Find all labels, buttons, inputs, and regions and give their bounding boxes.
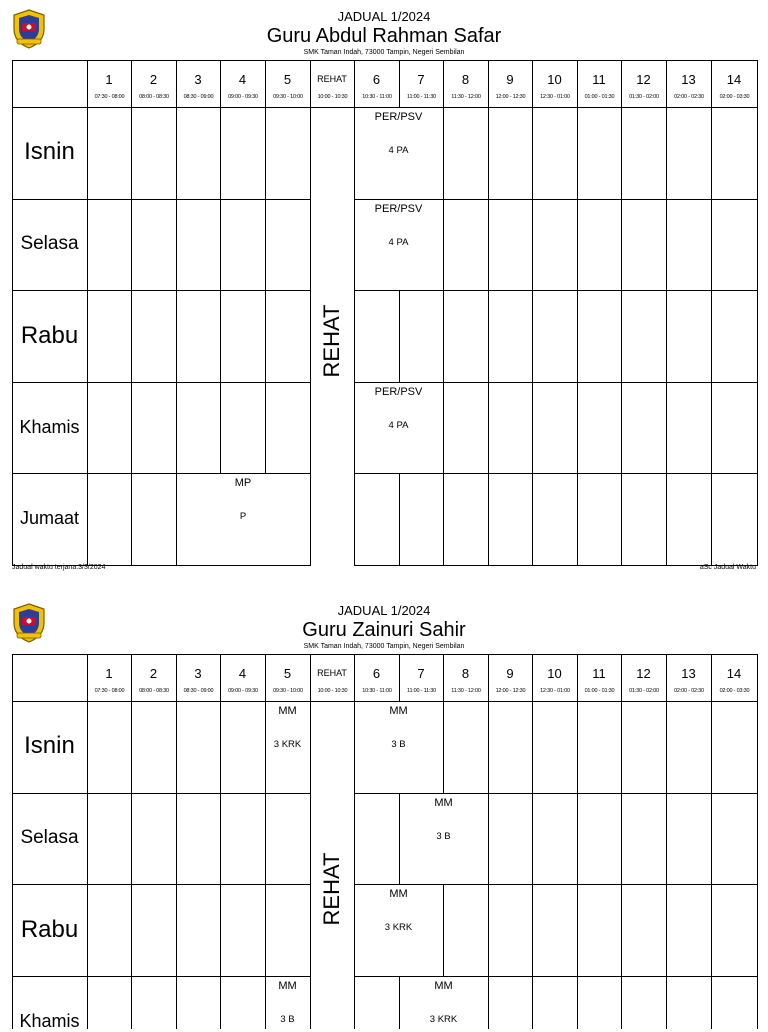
period-time: 01:30 - 02:00 <box>629 94 659 100</box>
lesson-class: P <box>239 511 247 523</box>
grid-line <box>666 976 667 1029</box>
grid-line <box>265 884 266 976</box>
period-number-11: 11 <box>592 666 606 681</box>
grid-line <box>757 107 758 565</box>
grid-line <box>488 884 489 976</box>
day-label-selasa: Selasa <box>20 827 79 848</box>
grid-line <box>666 290 667 382</box>
rehat-header-label: REHAT <box>317 668 347 678</box>
period-time: 11:30 - 12:00 <box>451 94 481 100</box>
period-number-5: 5 <box>283 666 292 681</box>
period-number-13: 13 <box>681 666 696 681</box>
lesson-class: 4 PA <box>388 236 409 248</box>
grid-line <box>176 976 177 1029</box>
grid-line <box>220 884 221 976</box>
period-time: 10:30 - 11:00 <box>362 94 392 100</box>
period-number-4: 4 <box>238 72 247 87</box>
grid-line <box>577 701 578 793</box>
grid-line <box>176 654 177 701</box>
day-label-khamis: Khamis <box>19 416 80 437</box>
lesson-subject: MM <box>389 705 408 717</box>
lesson-class: 3 KRK <box>384 922 413 934</box>
grid-line <box>666 199 667 291</box>
grid-line <box>577 107 578 199</box>
grid-line <box>220 290 221 382</box>
period-number-6: 6 <box>372 666 381 681</box>
grid-line <box>577 199 578 291</box>
grid-line <box>666 60 667 107</box>
grid-line <box>354 60 355 107</box>
period-time: 12:00 - 12:30 <box>495 688 526 694</box>
grid-line <box>488 382 489 474</box>
timetable-title: JADUAL 1/2024 <box>337 603 431 618</box>
grid-line <box>577 382 578 474</box>
period-time: 09:30 - 10:00 <box>273 94 303 100</box>
grid-line <box>532 654 533 701</box>
lesson-block <box>265 701 310 793</box>
grid-line <box>443 199 444 291</box>
timetable-grid <box>12 60 757 565</box>
period-time: 01:00 - 01:30 <box>584 94 615 100</box>
period-number-14: 14 <box>726 666 742 681</box>
grid-line <box>131 701 132 793</box>
grid-line <box>711 382 712 474</box>
grid-line <box>711 701 712 793</box>
day-label-rabu: Rabu <box>20 321 79 349</box>
grid-line <box>666 701 667 793</box>
grid-line <box>265 107 266 199</box>
grid-line <box>532 199 533 291</box>
grid-line <box>532 976 533 1029</box>
period-number-7: 7 <box>417 666 425 681</box>
grid-line <box>532 290 533 382</box>
grid-line <box>621 382 622 474</box>
grid-line <box>711 473 712 565</box>
period-number-12: 12 <box>636 72 651 87</box>
lesson-block <box>354 199 443 291</box>
period-time: 02:00 - 02:30 <box>674 688 704 694</box>
rehat-vertical-label: REHAT <box>319 852 344 926</box>
grid-line <box>711 60 712 107</box>
period-time: 07:30 - 08:00 <box>94 688 125 694</box>
grid-line <box>131 382 132 474</box>
lesson-block <box>176 473 310 565</box>
grid-line <box>711 107 712 199</box>
grid-line <box>176 199 177 291</box>
grid-line <box>176 107 177 199</box>
grid-line <box>621 107 622 199</box>
period-number-13: 13 <box>681 72 696 87</box>
teacher-name: Guru Zainuri Sahir <box>302 619 466 641</box>
grid-line <box>12 290 311 291</box>
grid-line <box>666 654 667 701</box>
grid-line <box>577 473 578 565</box>
lesson-subject: PER/PSV <box>374 202 423 215</box>
period-number-8: 8 <box>461 72 470 87</box>
period-number-1: 1 <box>105 72 113 87</box>
period-time: 11:30 - 12:00 <box>451 688 481 694</box>
day-label-isnin: Isnin <box>24 732 75 760</box>
period-number-3: 3 <box>194 666 202 681</box>
period-number-2: 2 <box>149 72 158 87</box>
lesson-block <box>354 382 443 474</box>
period-number-10: 10 <box>547 72 562 87</box>
grid-line <box>443 701 444 793</box>
grid-line <box>621 793 622 885</box>
period-number-11: 11 <box>592 72 606 87</box>
lesson-subject: MM <box>389 888 408 901</box>
grid-line <box>354 473 758 474</box>
lesson-block <box>354 107 443 199</box>
grid-line <box>621 290 622 382</box>
grid-line <box>532 793 533 885</box>
lesson-subject: MP <box>234 477 252 490</box>
grid-line <box>488 60 489 107</box>
period-time: 12:30 - 01:00 <box>540 94 570 100</box>
grid-line <box>621 701 622 793</box>
grid-line <box>711 884 712 976</box>
grid-line <box>621 976 622 1029</box>
grid-line <box>12 654 758 655</box>
grid-line <box>532 60 533 107</box>
period-time: 01:00 - 01:30 <box>584 688 615 694</box>
grid-line <box>176 290 177 382</box>
grid-line <box>354 290 758 291</box>
lesson-subject: MM <box>278 705 297 717</box>
grid-line <box>666 107 667 199</box>
grid-line <box>711 290 712 382</box>
grid-line <box>757 60 758 107</box>
period-time: 10:00 - 10:30 <box>317 94 348 100</box>
grid-line <box>532 107 533 199</box>
grid-line <box>12 382 311 383</box>
grid-line <box>532 701 533 793</box>
period-number-6: 6 <box>372 72 381 87</box>
grid-line <box>711 976 712 1029</box>
grid-line <box>621 654 622 701</box>
period-number-9: 9 <box>506 72 514 87</box>
period-time: 01:30 - 02:00 <box>629 688 659 694</box>
day-label-jumaat: Jumaat <box>19 508 80 529</box>
period-time: 10:30 - 11:00 <box>362 688 392 694</box>
grid-line <box>265 382 266 474</box>
period-time: 02:00 - 03:30 <box>719 94 750 100</box>
grid-line <box>488 654 489 701</box>
grid-line <box>711 793 712 885</box>
period-time: 12:00 - 12:30 <box>495 94 526 100</box>
grid-line <box>131 976 132 1029</box>
lesson-subject: MM <box>278 979 297 992</box>
grid-line <box>310 60 311 107</box>
grid-line <box>87 654 88 701</box>
lesson-class: 4 PA <box>388 419 409 431</box>
grid-line <box>220 654 221 701</box>
day-label-khamis: Khamis <box>19 1010 80 1031</box>
grid-line <box>310 107 311 565</box>
grid-line <box>577 654 578 701</box>
grid-line <box>399 60 400 107</box>
grid-line <box>577 290 578 382</box>
grid-line <box>666 382 667 474</box>
grid-line <box>176 382 177 474</box>
lesson-class: 3 B <box>391 739 406 750</box>
period-time: 11:00 - 11:30 <box>407 688 436 694</box>
grid-line <box>12 793 311 794</box>
lesson-block <box>354 884 443 976</box>
period-time: 02:00 - 02:30 <box>674 94 704 100</box>
lesson-block <box>399 793 488 885</box>
grid-line <box>666 793 667 885</box>
timetable-grid <box>12 654 757 1029</box>
grid-line <box>443 884 444 976</box>
grid-line <box>399 654 400 701</box>
grid-line <box>176 701 177 793</box>
grid-line <box>443 290 444 382</box>
day-label-rabu: Rabu <box>20 915 79 943</box>
period-number-3: 3 <box>194 72 202 87</box>
grid-line <box>220 199 221 291</box>
lesson-class: 3 KRK <box>273 739 302 750</box>
timetable-sheet-zainuri <box>0 594 768 1031</box>
generated-date: Jadual waktu terjana:3/3/2024 <box>12 564 106 571</box>
grid-line <box>131 107 132 199</box>
lesson-subject: PER/PSV <box>374 385 423 398</box>
period-number-9: 9 <box>506 666 514 681</box>
grid-line <box>176 793 177 885</box>
rehat-header-label: REHAT <box>317 74 347 84</box>
lesson-block <box>265 976 310 1029</box>
grid-line <box>621 473 622 565</box>
period-time: 08:30 - 09:00 <box>183 94 214 100</box>
period-number-5: 5 <box>283 72 292 87</box>
grid-line <box>488 976 489 1029</box>
teacher-name: Guru Abdul Rahman Safar <box>266 25 502 47</box>
grid-line <box>577 793 578 885</box>
grid-line <box>666 473 667 565</box>
lesson-class: 4 PA <box>388 145 409 156</box>
day-label-isnin: Isnin <box>24 138 75 166</box>
grid-line <box>666 884 667 976</box>
grid-line <box>265 793 266 885</box>
timetable-title: JADUAL 1/2024 <box>337 9 431 24</box>
grid-line <box>577 976 578 1029</box>
period-number-7: 7 <box>417 72 425 87</box>
period-number-4: 4 <box>238 666 247 681</box>
grid-line <box>131 290 132 382</box>
period-time: 08:00 - 08:30 <box>139 688 169 694</box>
grid-line <box>220 60 221 107</box>
grid-line <box>711 654 712 701</box>
grid-line <box>488 473 489 565</box>
grid-line <box>354 565 758 566</box>
period-number-14: 14 <box>726 72 742 87</box>
grid-line <box>621 60 622 107</box>
period-time: 10:00 - 10:30 <box>317 688 348 694</box>
grid-line <box>12 199 311 200</box>
grid-line <box>12 884 311 885</box>
grid-line <box>621 199 622 291</box>
period-time: 09:30 - 10:00 <box>273 688 303 694</box>
grid-line <box>488 793 489 885</box>
school-address: SMK Taman Indah, 73000 Tampin, Negeri Sembilan <box>303 643 465 650</box>
grid-line <box>220 793 221 885</box>
grid-line <box>310 654 311 701</box>
grid-line <box>12 60 13 107</box>
grid-line <box>757 654 758 701</box>
grid-line <box>532 382 533 474</box>
lesson-subject: PER/PSV <box>374 111 423 123</box>
period-time: 08:00 - 08:30 <box>139 94 169 100</box>
grid-line <box>220 107 221 199</box>
grid-line <box>176 60 177 107</box>
period-number-10: 10 <box>547 666 562 681</box>
grid-line <box>131 60 132 107</box>
grid-line <box>265 654 266 701</box>
lesson-block <box>399 976 488 1029</box>
grid-line <box>265 199 266 291</box>
grid-line <box>399 473 400 565</box>
grid-line <box>577 60 578 107</box>
grid-line <box>265 290 266 382</box>
lesson-subject: MM <box>434 979 453 992</box>
grid-line <box>131 199 132 291</box>
grid-line <box>220 382 221 474</box>
grid-line <box>176 884 177 976</box>
grid-line <box>488 199 489 291</box>
period-number-12: 12 <box>636 666 651 681</box>
period-time: 09:00 - 09:30 <box>228 688 258 694</box>
lesson-class: 3 KRK <box>429 1013 458 1025</box>
lesson-block <box>354 701 443 793</box>
school-address: SMK Taman Indah, 73000 Tampin, Negeri Sembilan <box>303 49 465 56</box>
grid-line <box>443 382 444 474</box>
grid-line <box>87 60 88 107</box>
lesson-class: 3 B <box>280 1013 295 1025</box>
software-credit: aSc Jadual Waktu <box>699 564 756 571</box>
period-time: 08:30 - 09:00 <box>183 688 214 694</box>
grid-line <box>577 884 578 976</box>
grid-line <box>488 701 489 793</box>
period-time: 12:30 - 01:00 <box>540 688 570 694</box>
grid-line <box>443 654 444 701</box>
grid-line <box>443 60 444 107</box>
period-number-1: 1 <box>105 666 113 681</box>
lesson-class: 3 B <box>436 830 451 842</box>
rehat-vertical-label: REHAT <box>319 304 344 378</box>
grid-line <box>131 654 132 701</box>
grid-line <box>711 199 712 291</box>
grid-line <box>757 701 758 1029</box>
grid-line <box>220 701 221 793</box>
lesson-subject: MM <box>434 796 453 809</box>
grid-line <box>532 884 533 976</box>
grid-line <box>621 884 622 976</box>
grid-line <box>87 107 88 565</box>
period-time: 07:30 - 08:00 <box>94 94 125 100</box>
period-number-2: 2 <box>149 666 158 681</box>
grid-line <box>532 473 533 565</box>
grid-line <box>12 60 758 61</box>
grid-line <box>399 290 400 382</box>
grid-line <box>265 60 266 107</box>
grid-line <box>87 701 88 1029</box>
grid-line <box>131 473 132 565</box>
grid-line <box>488 107 489 199</box>
period-time: 02:00 - 03:30 <box>719 688 750 694</box>
period-number-8: 8 <box>461 666 470 681</box>
grid-line <box>131 884 132 976</box>
period-time: 11:00 - 11:30 <box>407 94 436 100</box>
grid-line <box>443 107 444 199</box>
day-label-selasa: Selasa <box>20 233 79 254</box>
grid-line <box>310 701 311 1029</box>
grid-line <box>220 976 221 1029</box>
period-time: 09:00 - 09:30 <box>228 94 258 100</box>
grid-line <box>131 793 132 885</box>
grid-line <box>12 654 13 701</box>
grid-line <box>488 290 489 382</box>
grid-line <box>443 473 444 565</box>
grid-line <box>354 654 355 701</box>
